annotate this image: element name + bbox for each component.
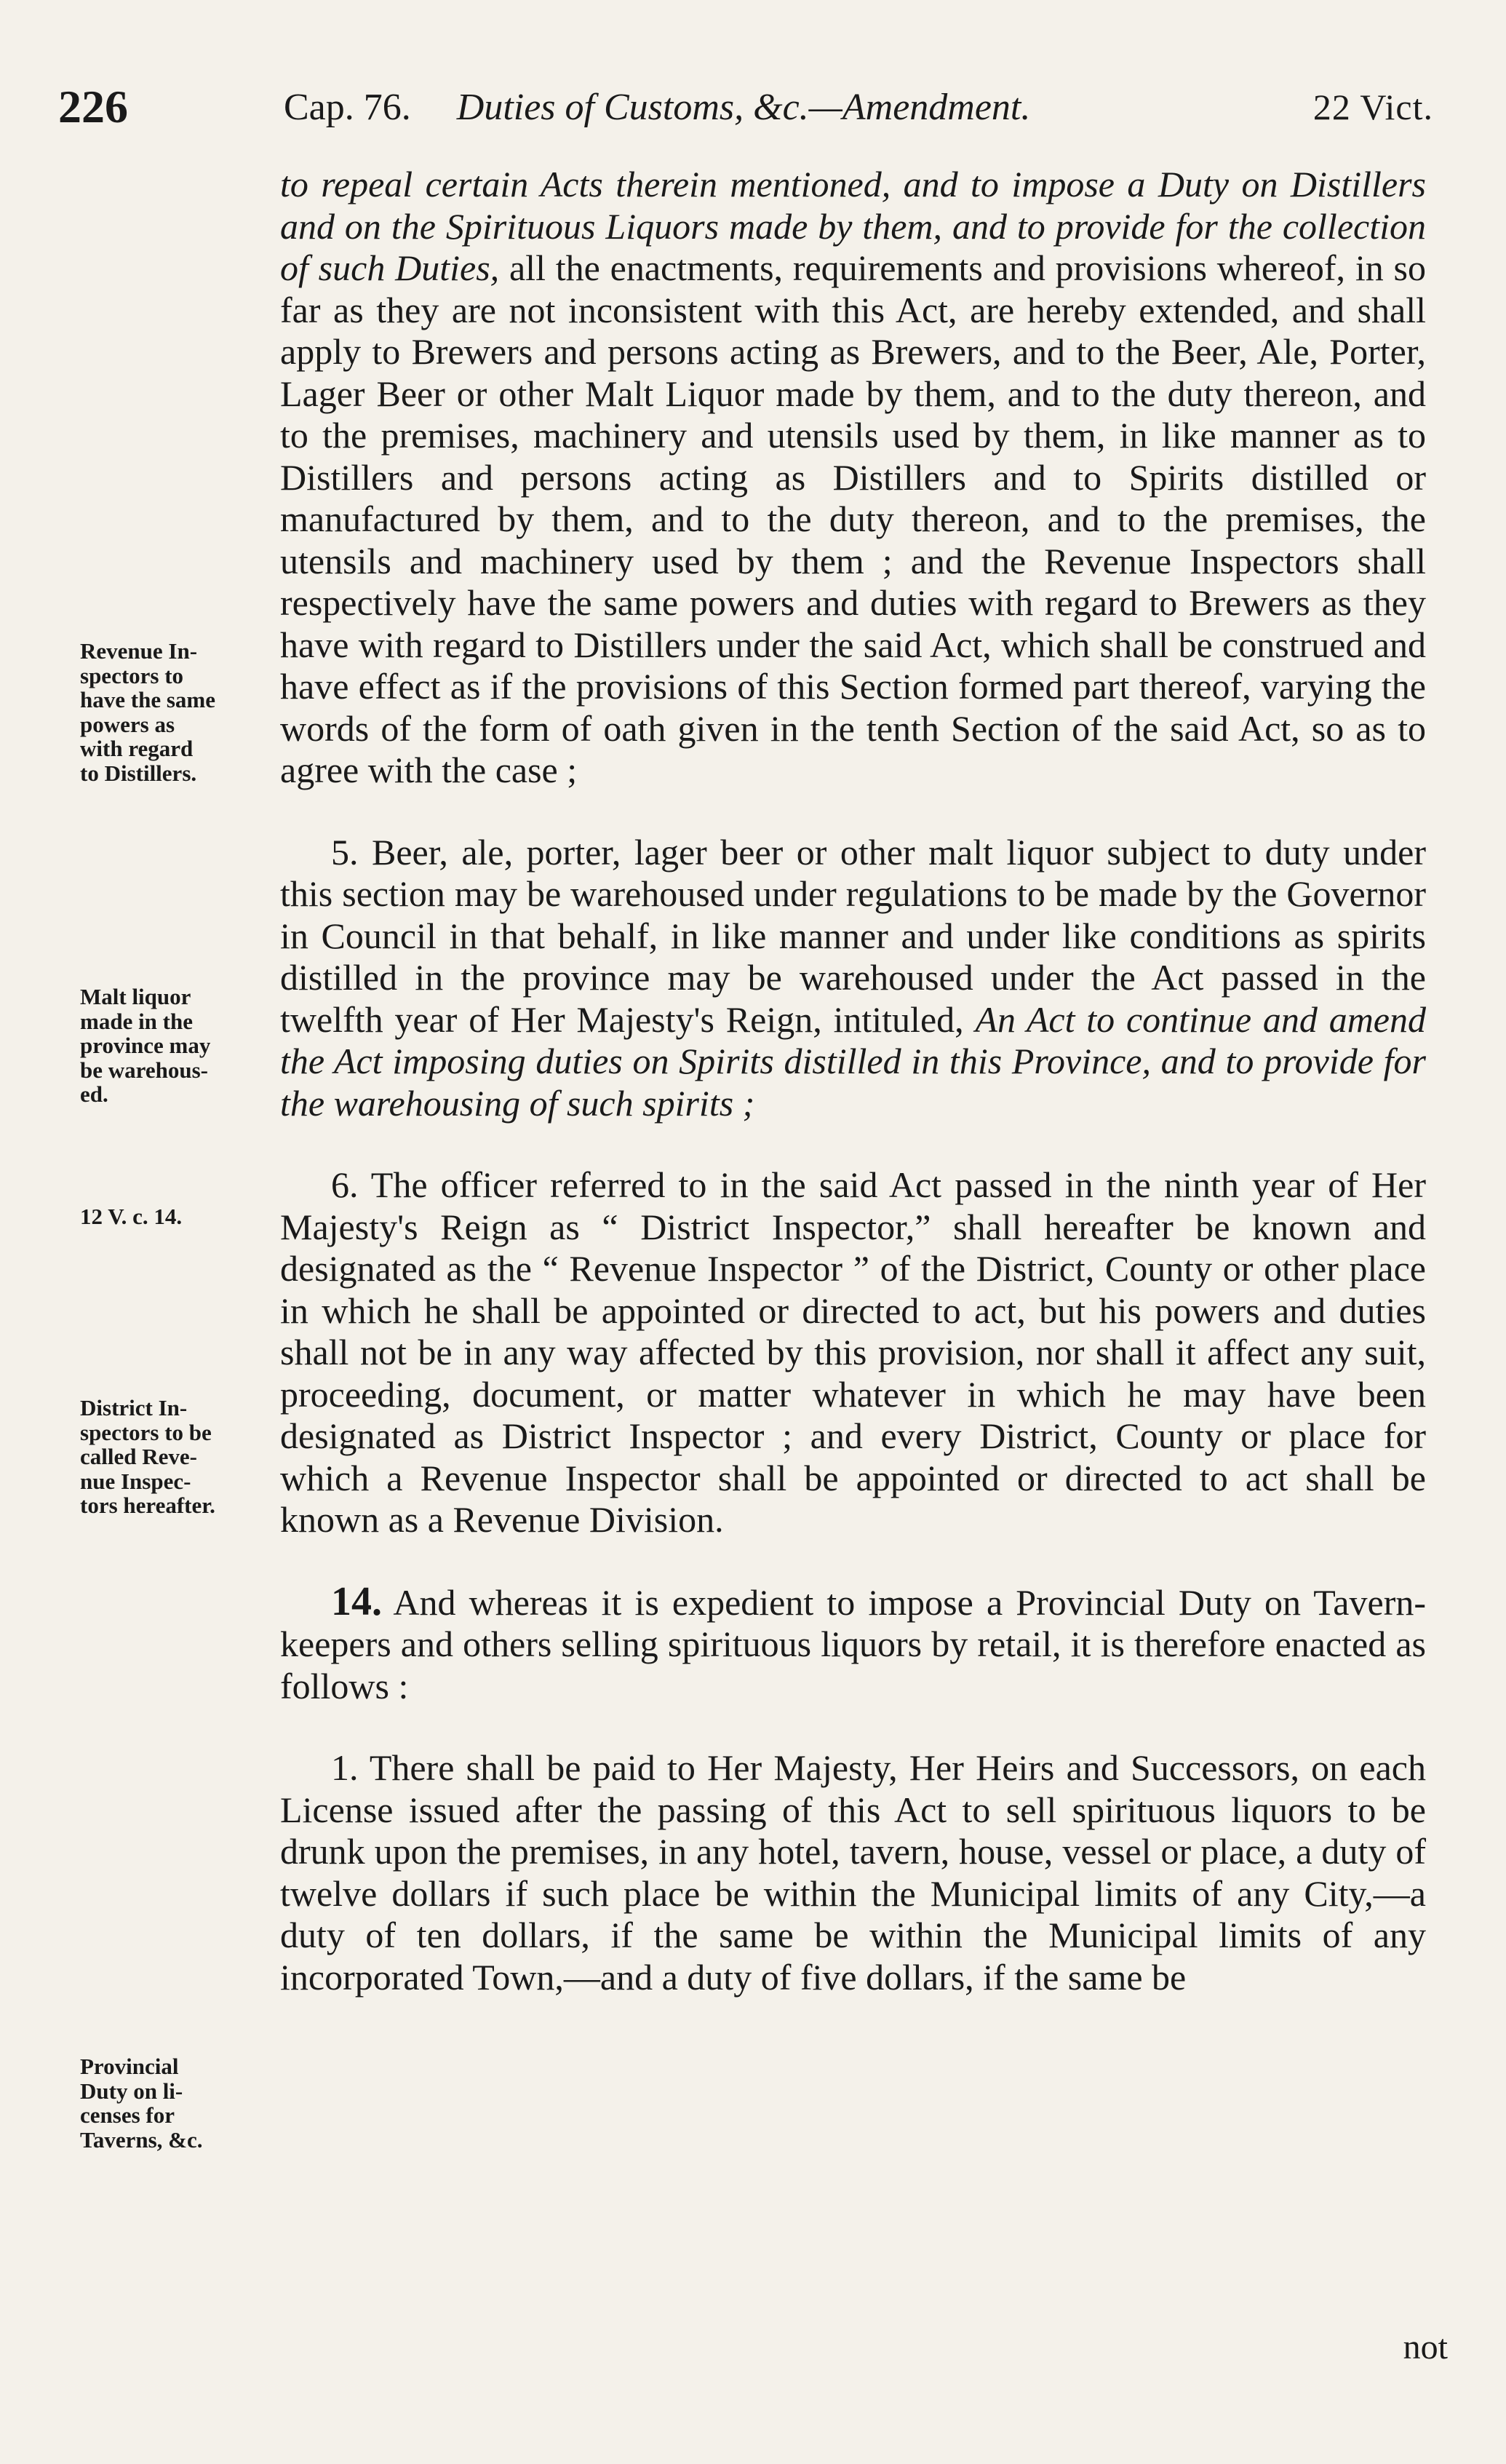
act-title-italic: to repeal certain Acts therein mentioned, and to impose a Duty on Distillers and on the Spirituous Liquors made by them, and to provide for the collection of such Duties, — [280, 164, 1426, 288]
body-text — [280, 164, 1426, 1998]
catchword: not — [1403, 2328, 1448, 2366]
paragraph-section-14 — [280, 1578, 1426, 1708]
header-title: Duties of Customs, &c.—Amendment. — [456, 87, 1031, 128]
paragraph-text: 5. Beer, ale, porter, lager beer or other malt liquor subject to duty under this section may be warehoused under regulations to be made by the Governor in Council in that behalf, in like manner and under like conditions as spirits distilled in the province may be warehoused under the Act passed in the twelfth year of Her Majesty's Reign, intituled, — [280, 831, 1426, 1040]
marginal-note-revenue-inspectors: Revenue In- spectors to have the same powers as with regard to Distillers. — [80, 638, 215, 786]
paragraph-text: 1. There shall be paid to Her Majesty, Her Heirs and Successors, on each License issued after the passing of this Act to sell spirituous liquors to be drunk upon the premises, in any hotel, tavern, house, vessel or place, a duty of twelve dollars if such place be within the Municipal limits of any City,—a duty of ten dollars, if the same be within the Municipal limits of any incorporated Town,—and a duty of five dollars, if the same be — [280, 1747, 1426, 1998]
paragraph-continuation — [280, 164, 1426, 792]
paragraph-text: all the enactments, requirements and provisions whereof, in so far as they are not inconsistent with this Act, are hereby extended, and shall apply to Brewers and persons acting as Brewers, and to the Beer, Ale, Porter, Lager Beer or other Malt Liquor made by them, and to the duty thereon, and to the premises, machinery and utensils used by them, in like manner as to Distillers and persons acting as Distillers and to Spirits distilled or manufactured by them, and to the duty thereon, and to the premises, the utensils and machinery used by them ; and the Revenue Inspectors shall respectively have the same powers and duties with regard to Brewers as they have with regard to Distillers under the said Act, which shall be construed and have effect as if the provisions of this Section formed part thereof, varying the words of the form of oath given in the tenth Section of the said Act, so as to agree with the case ; — [280, 247, 1426, 790]
chapter-label: Cap. 76. — [284, 87, 411, 128]
marginal-note-malt-liquor: Malt liquor made in the province may be warehous- ed. — [80, 984, 211, 1107]
regnal-year: 22 Vict. — [1312, 87, 1433, 127]
header-caption — [284, 86, 1030, 129]
marginal-note-provincial-duty: Provincial Duty on li- censes for Taverns, &c. — [80, 2054, 203, 2153]
paragraph-clause-5 — [280, 832, 1426, 1125]
section-number: 14. — [331, 1578, 382, 1624]
page-number: 226 — [58, 81, 128, 132]
marginal-note-district-inspectors: District In- spectors to be called Reve- nue Inspec- tors hereafter. — [80, 1395, 215, 1518]
act-title-italic: An Act to continue and amend the Act imposing duties on Spirits distilled in this Province, and to provide for the warehousing of such spirits ; — [280, 998, 1426, 1124]
paragraph-clause-6 — [280, 1164, 1426, 1541]
running-header — [58, 80, 1433, 146]
paragraph-clause-1 — [280, 1747, 1426, 1998]
paragraph-text: 6. The officer referred to in the said Act passed in the ninth year of Her Majesty's Reign as “ District Inspector,” shall hereafter be known and designated as the “ Revenue Inspector ” of the District, County or other place in which he shall be appointed or directed to act, but his powers and duties shall not be in any way affected by this provision, nor shall it affect any suit, proceeding, document, or matter whatever in which he may have been designated as District Inspector ; and every District, County or place for which a Revenue Inspector shall be appointed or directed to act shall be known as a Revenue Division. — [280, 1164, 1426, 1540]
marginal-note-statute-citation: 12 V. c. 14. — [80, 1204, 183, 1229]
paragraph-text: And whereas it is expedient to impose a Provincial Duty on Tavern-keepers and others selling spirituous liquors by retail, it is therefore enacted as follows : — [280, 1581, 1426, 1706]
